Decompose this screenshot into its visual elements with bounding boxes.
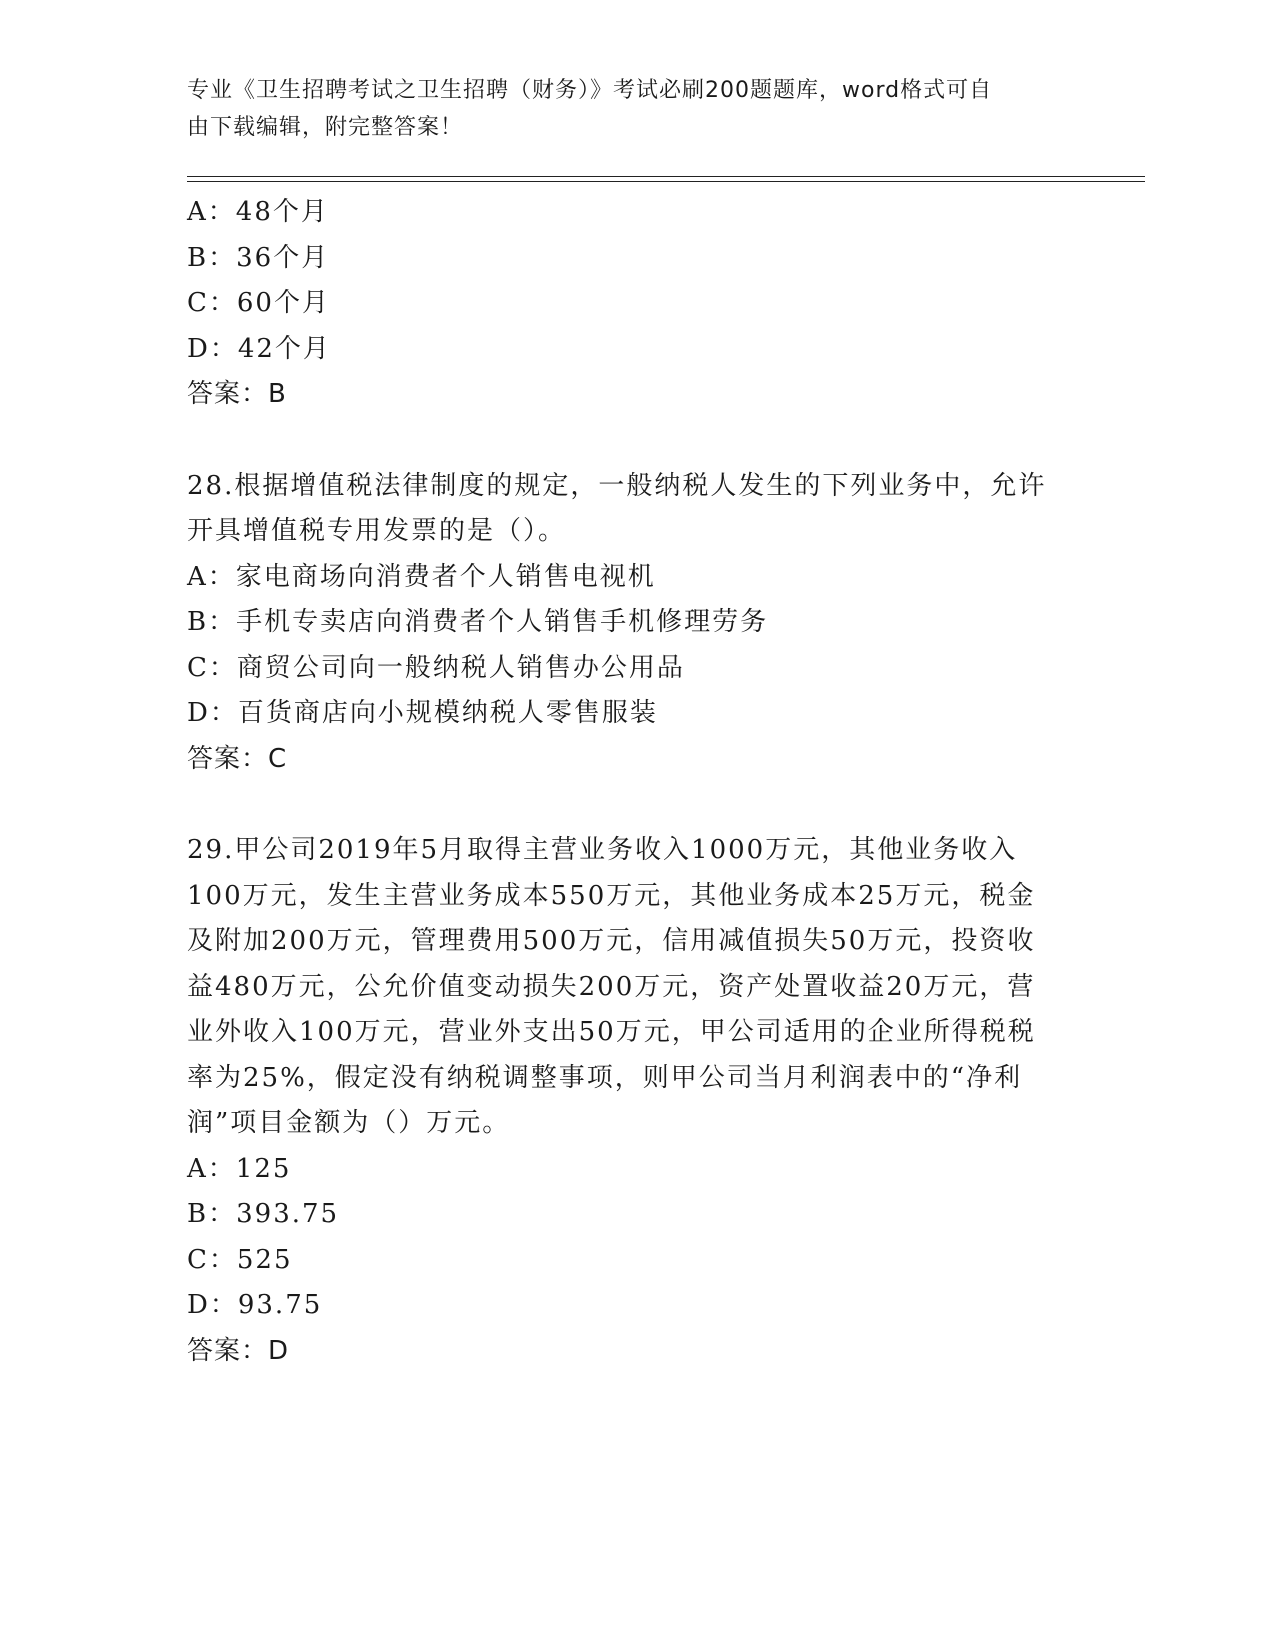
spacer — [187, 782, 1077, 828]
option-c: C：60个月 — [187, 288, 330, 318]
answer-29: 答案：D — [187, 1335, 290, 1366]
option-b: B：36个月 — [187, 242, 330, 273]
question-29-stem-line-6: 率为25%，假定没有纳税调整事项，则甲公司当月利润表中的“净利 — [187, 1062, 1023, 1093]
answer-27: 答案：B — [187, 379, 287, 409]
option-d: D：93.75 — [187, 1290, 323, 1320]
question-28 — [187, 464, 1077, 783]
option-b: B：393.75 — [187, 1199, 340, 1229]
question-29-stem-line-2: 100万元，发生主营业务成本550万元，其他业务成本25万元，税金 — [187, 880, 1036, 911]
question-29 — [187, 828, 1077, 1374]
question-29-stem-line-7: 润”项目金额为（）万元。 — [187, 1108, 511, 1138]
option-d: D：百货商店向小规模纳税人零售服装 — [187, 698, 658, 728]
question-29-stem-line-3: 及附加200万元，管理费用500万元，信用减值损失50万元，投资收 — [187, 926, 1036, 956]
header-line-1: 专业《卫生招聘考试之卫生招聘（财务）》考试必刷200题题库，word格式可自 — [187, 78, 993, 103]
header-divider-top — [187, 176, 1145, 177]
option-a: A：125 — [187, 1153, 292, 1184]
question-28-stem-line-1: 28.根据增值税法律制度的规定，一般纳税人发生的下列业务中，允许 — [187, 470, 1047, 501]
option-d: D：42个月 — [187, 333, 331, 364]
option-a: A：48个月 — [187, 197, 329, 227]
option-c: C：商贸公司向一般纳税人销售办公用品 — [187, 652, 685, 683]
header-line-2: 由下载编辑，附完整答案！ — [187, 115, 464, 140]
question-29-stem-line-1: 29.甲公司2019年5月取得主营业务收入1000万元，其他业务收入 — [187, 835, 1018, 865]
header-divider-bottom — [187, 181, 1145, 182]
spacer — [187, 418, 1077, 464]
option-c: C：525 — [187, 1244, 293, 1275]
question-29-stem-line-5: 业外收入100万元，营业外支出50万元，甲公司适用的企业所得税税 — [187, 1017, 1036, 1047]
option-a: A：家电商场向消费者个人销售电视机 — [187, 561, 656, 592]
question-28-stem-line-2: 开具增值税专用发票的是（）。 — [187, 516, 567, 546]
question-content — [187, 190, 1077, 1374]
question-27 — [187, 190, 1077, 418]
question-29-stem-line-4: 益480万元，公允价值变动损失200万元，资产处置收益20万元，营 — [187, 971, 1036, 1002]
document-header — [187, 72, 1067, 146]
answer-28: 答案：C — [187, 743, 288, 774]
option-b: B：手机专卖店向消费者个人销售手机修理劳务 — [187, 607, 769, 637]
